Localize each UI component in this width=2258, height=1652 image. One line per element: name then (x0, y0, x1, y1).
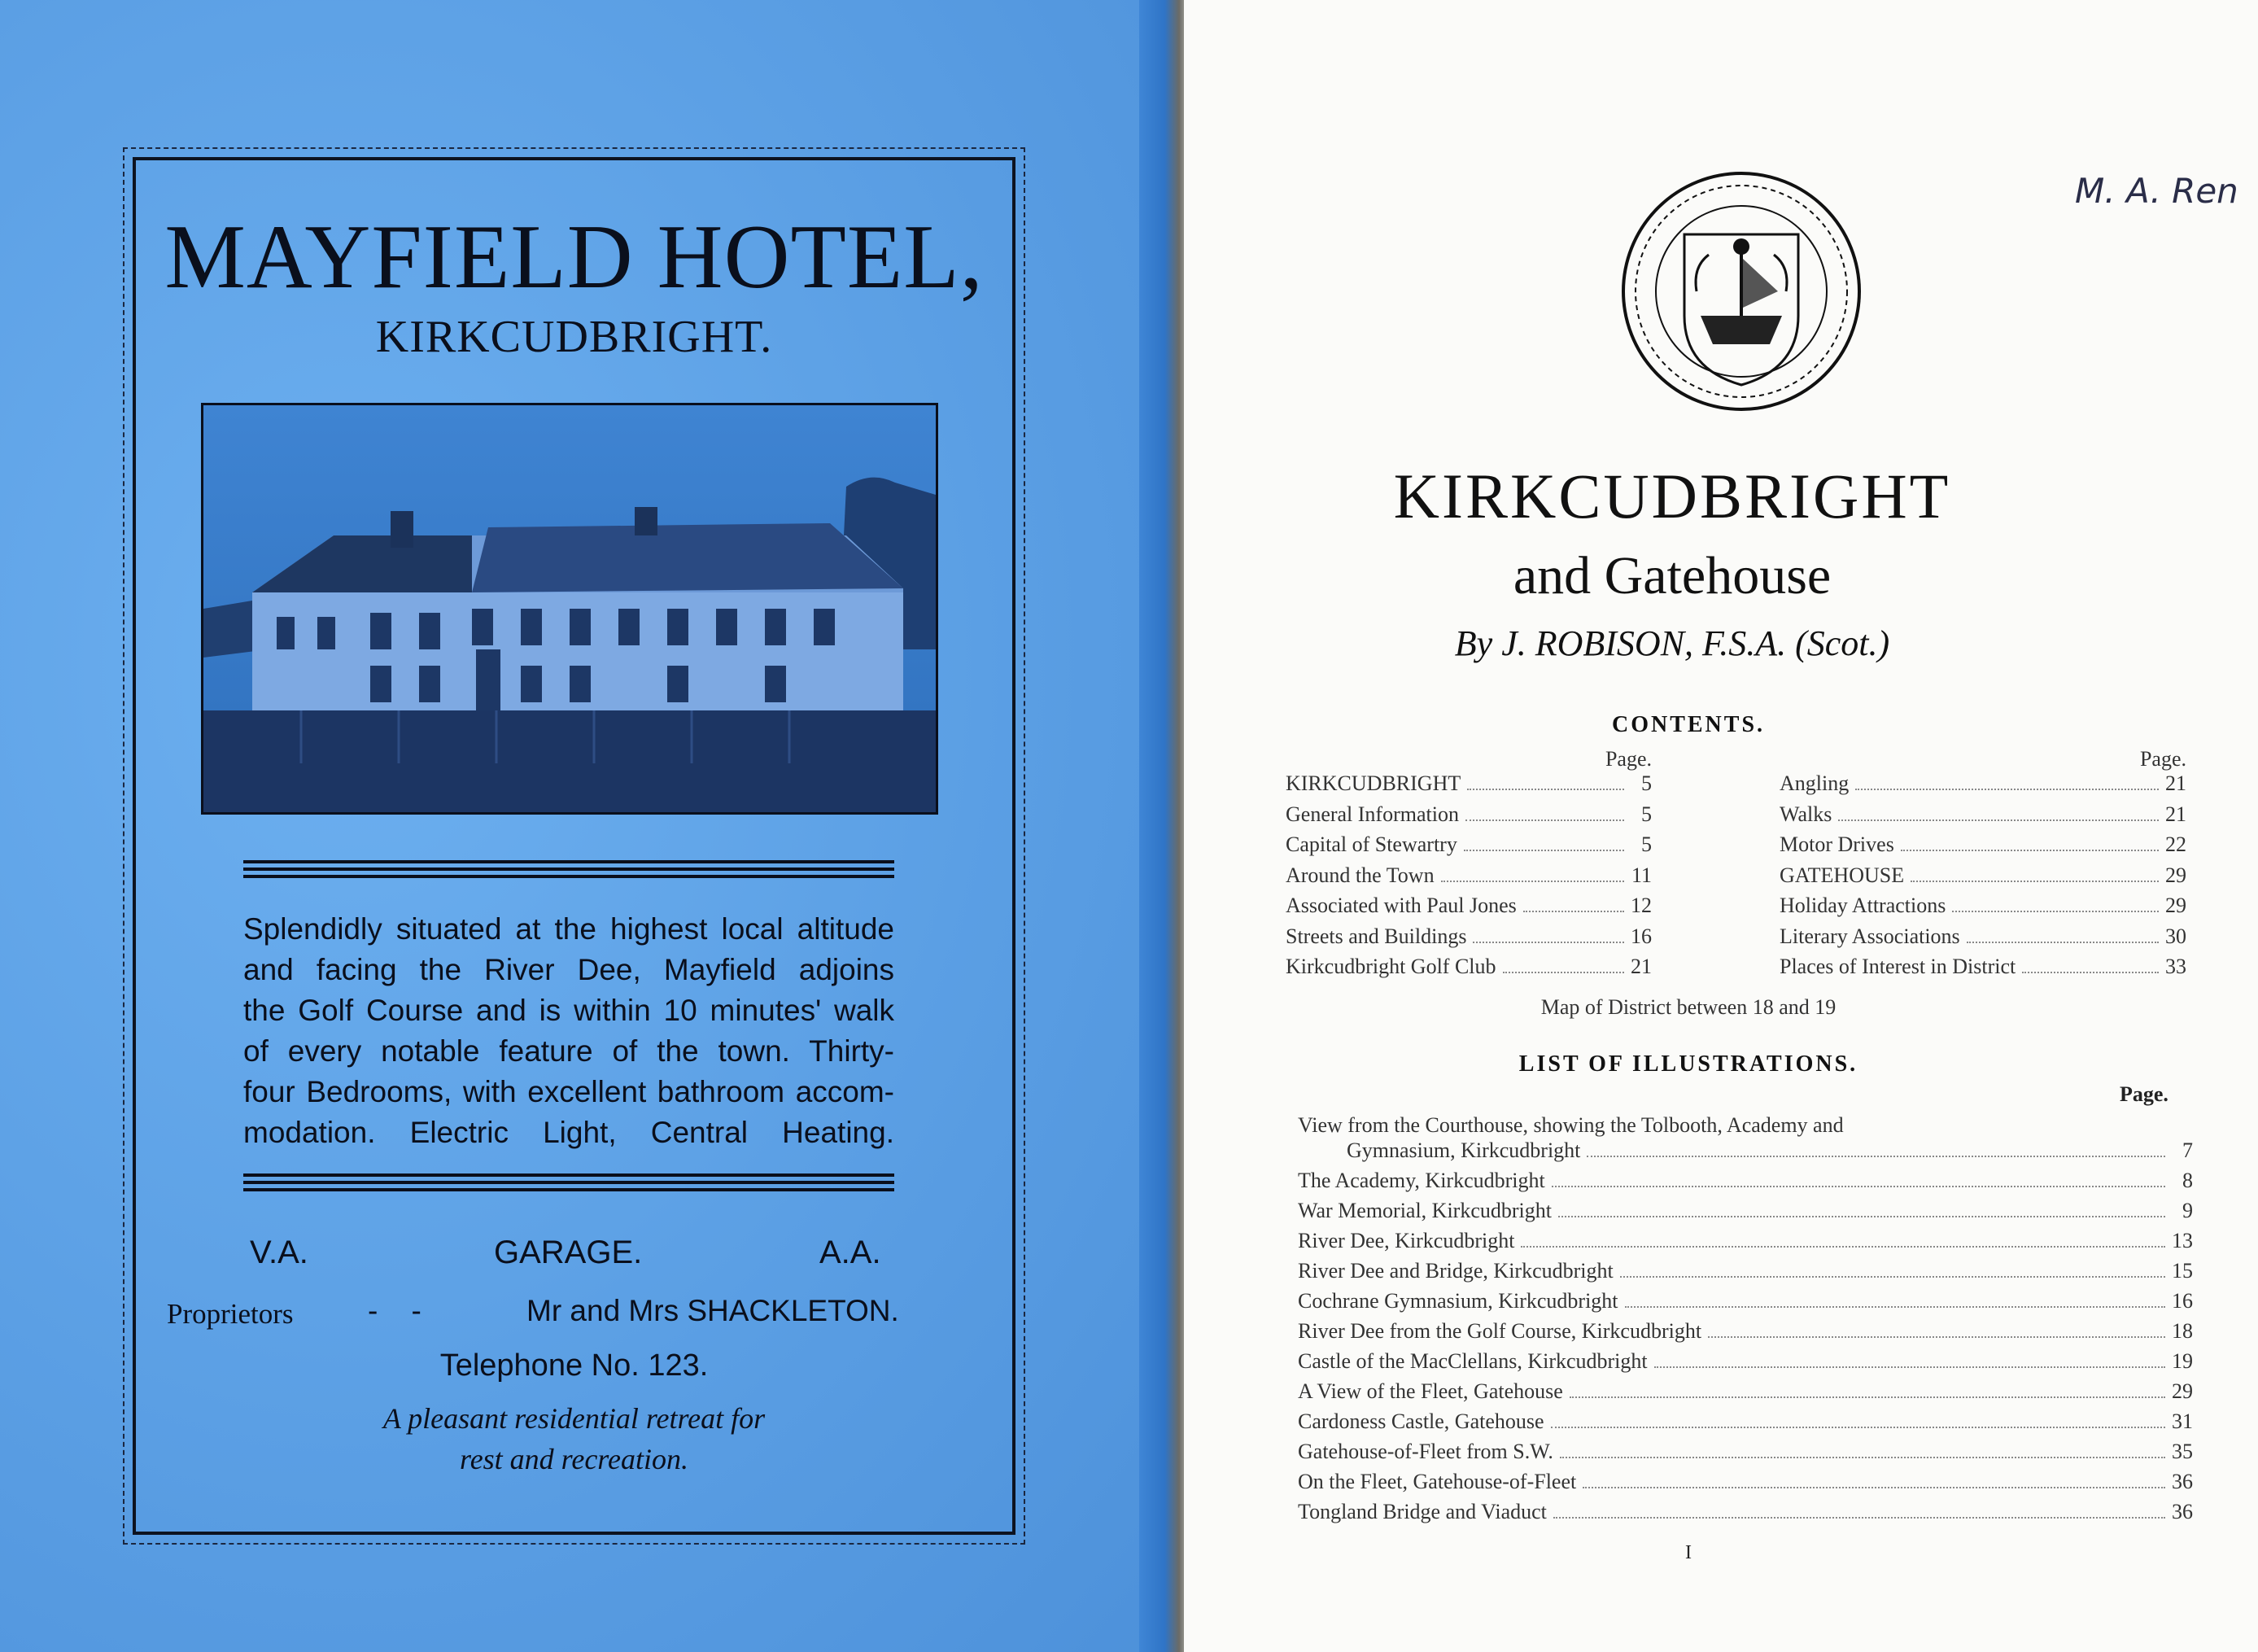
illustration-entry: On the Fleet, Gatehouse-of-Fleet 36 (1298, 1470, 2193, 1493)
illustration-first-line: View from the Courthouse, showing the Tolbooth, Academy and (1298, 1113, 1844, 1137)
contents-entry: Places of Interest in District 33 (1780, 955, 2186, 978)
illustration-entry: The Academy, Kirkcudbright 8 (1298, 1169, 2193, 1192)
contents-entry: Streets and Buildings 16 (1286, 924, 1652, 948)
description-line: Splendidly situated at the highest local altitude (243, 912, 894, 946)
description-line: and facing the River Dee, Mayfield adjoins (243, 953, 894, 986)
proprietors-names: Mr and Mrs SHACKLETON. (526, 1294, 899, 1327)
contents-entry: GATEHOUSE 29 (1780, 863, 2186, 887)
illustration-entry: War Memorial, Kirkcudbright 9 (1298, 1199, 2193, 1222)
burgh-seal-icon (1619, 169, 1863, 413)
illustrations-heading: LIST OF ILLUSTRATIONS. (1518, 1051, 1858, 1077)
contents-left-column (1286, 747, 1652, 986)
hotel-photo (201, 403, 938, 815)
va-label: V.A. (250, 1235, 308, 1270)
bottom-rule (243, 1173, 894, 1206)
contents-entry: Motor Drives 22 (1780, 833, 2186, 856)
contents-entry: KIRKCUDBRIGHT 5 (1286, 771, 1652, 795)
contents-entry: Literary Associations 30 (1780, 924, 2186, 948)
illustration-entry: A View of the Fleet, Gatehouse 29 (1298, 1379, 2193, 1403)
book-title: KIRKCUDBRIGHT (1393, 461, 1951, 531)
illustration-entry: River Dee and Bridge, Kirkcudbright 15 (1298, 1259, 2193, 1283)
top-rule (243, 860, 894, 893)
contents-entry: Associated with Paul Jones 12 (1286, 894, 1652, 917)
contents-heading: CONTENTS. (1611, 712, 1766, 737)
description-line: the Golf Course and is within 10 minutes' walk (243, 994, 894, 1027)
contents-entry: Holiday Attractions 29 (1780, 894, 2186, 917)
page-number: I (1685, 1542, 1692, 1563)
illustration-entry: Tongland Bridge and Viaduct 36 (1298, 1500, 2193, 1523)
contents-entry: Around the Town 11 (1286, 863, 1652, 887)
proprietors-label: Proprietors (167, 1298, 294, 1330)
tagline-line-1: A pleasant residential retreat for (382, 1402, 766, 1435)
contents-entry: Walks 21 (1780, 802, 2186, 826)
illustration-entry: River Dee, Kirkcudbright 13 (1298, 1229, 2193, 1252)
hotel-building-image (203, 405, 936, 812)
illustration-entry: Cochrane Gymnasium, Kirkcudbright 16 (1298, 1289, 2193, 1313)
page-label: Page. (1605, 747, 1652, 771)
description-line: of every notable feature of the town. Thirty- (243, 1034, 894, 1068)
contents-right-column (1780, 747, 2186, 986)
contents-entry: Angling 21 (1780, 771, 2186, 795)
handwritten-note: M. A. Ren (2075, 171, 2238, 211)
illustration-entry: River Dee from the Golf Course, Kirkcudbright 18 (1298, 1319, 2193, 1343)
hotel-name: MAYFIELD HOTEL, (164, 207, 984, 308)
description-line: four Bedrooms, with excellent bathroom accom- (243, 1075, 894, 1108)
page-label: Page. (2139, 747, 2186, 771)
contents-entry: Capital of Stewartry 5 (1286, 833, 1652, 856)
contents-entry: Kirkcudbright Golf Club 21 (1286, 955, 1652, 978)
right-page (1184, 0, 2258, 1652)
author-byline: By J. ROBISON, F.S.A. (Scot.) (1454, 623, 1890, 663)
illustration-entry: Gymnasium, Kirkcudbright 7 (1347, 1138, 2193, 1162)
illustrations-list (1298, 1112, 2193, 1530)
hotel-town: KIRKCUDBRIGHT. (375, 312, 773, 362)
illustrations-page-label: Page. (2120, 1082, 2168, 1106)
telephone: Telephone No. 123. (439, 1348, 709, 1383)
hotel-description (243, 909, 894, 1153)
tagline-line-2: rest and recreation. (460, 1443, 688, 1475)
contents-entry: General Information 5 (1286, 802, 1652, 826)
dashes: - - (368, 1294, 421, 1327)
illustration-entry: Gatehouse-of-Fleet from S.W. 35 (1298, 1440, 2193, 1463)
map-note: Map of District between 18 and 19 (1540, 995, 1837, 1019)
description-line: modation. Electric Light, Central Heating. (243, 1116, 894, 1149)
garage-label: GARAGE. (494, 1235, 643, 1270)
illustration-entry: Cardoness Castle, Gatehouse 31 (1298, 1409, 2193, 1433)
aa-label: A.A. (819, 1235, 881, 1270)
illustration-entry: Castle of the MacClellans, Kirkcudbright 19 (1298, 1349, 2193, 1373)
book-subtitle: and Gatehouse (1513, 546, 1832, 605)
advertisement-border (133, 157, 1015, 1535)
